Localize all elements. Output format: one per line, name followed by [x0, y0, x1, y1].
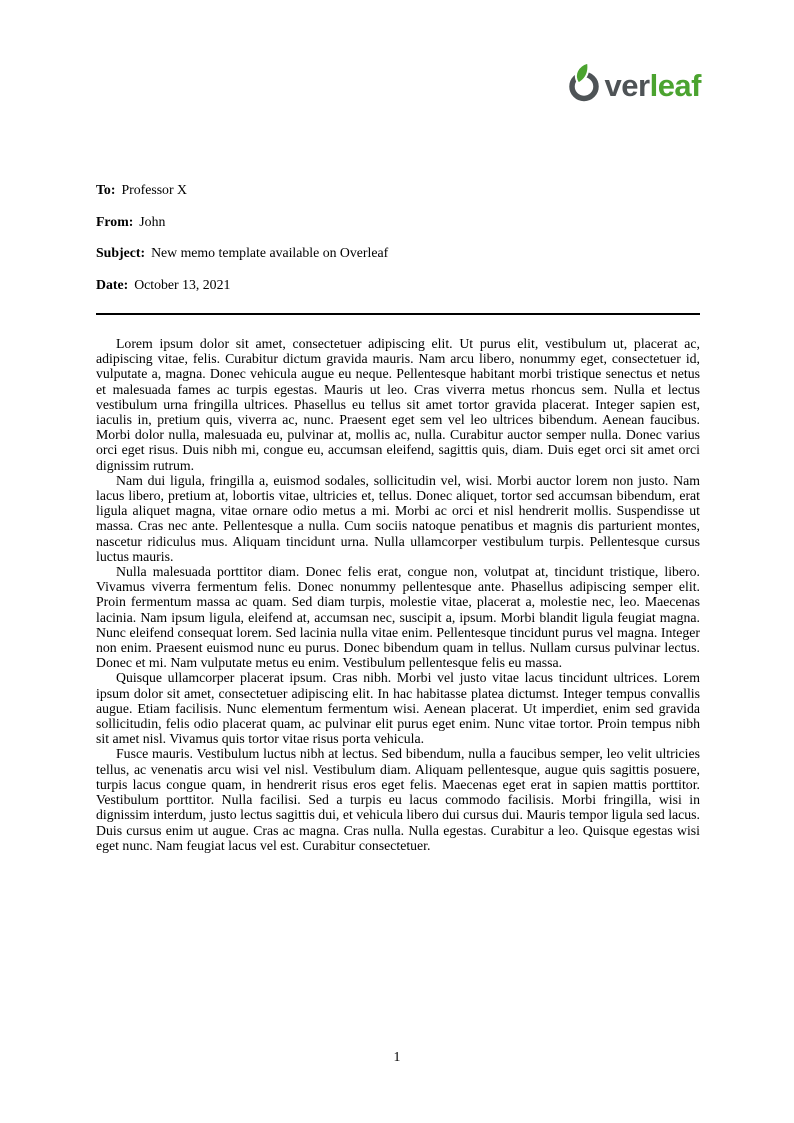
paragraph: Quisque ullamcorper placerat ipsum. Cras nibh. Morbi vel justo vitae lacus tincidunt ultrices. Lorem ipsum dolor sit amet, consectetuer adipiscing elit. In hac habitasse platea dictumst. Integer tempus convallis augue. Etiam facilisis. Nunc elementum fermentum wisi. Aenean placerat. Ut imperdiet, enim sed gravida sollicitudin, felis odio placerat quam, ac pulvinar elit purus eget enim. Nunc vitae tortor. Proin tempus nibh sit amet nisl. Vivamus quis tortor vitae risus porta vehicula. — [96, 670, 700, 747]
header-rule — [96, 313, 700, 315]
paragraph: Fusce mauris. Vestibulum luctus nibh at lectus. Sed bibendum, nulla a faucibus semper, leo velit ultricies tellus, ac venenatis arcu wisi vel nisl. Vestibulum diam. Aliquam pellentesque, augue quis sagittis posuere, turpis lacus congue quam, in hendrerit risus eros eget felis. Maecenas eget erat in sapien mattis porttitor. Vestibulum porttitor. Nulla facilisi. Sed a turpis eu lacus commodo facilisis. Morbi fringilla, wisi in dignissim interdum, justo lectus sagittis dui, et vehicula libero dui cursus dui. Mauris tempor ligula sed lacus. Duis cursus enim ut augue. Cras ac magna. Cras nulla. Nulla egestas. Curabitur a leo. Quisque egestas wisi eget nunc. Nam feugiat lacus vel est. Curabitur consectetuer. — [96, 746, 700, 853]
paragraph: Lorem ipsum dolor sit amet, consectetuer adipiscing elit. Ut purus elit, vestibulum ut, placerat ac, adipiscing vitae, felis. Curabitur dictum gravida mauris. Nam arcu libero, nonummy eget, consectetuer id, vulputate a, magna. Donec vehicula augue eu neque. Pellentesque habitant morbi tristique senectus et netus et malesuada fames ac turpis egestas. Mauris ut leo. Cras viverra metus rhoncus sem. Nulla et lectus vestibulum urna fringilla ultrices. Phasellus eu tellus sit amet tortor gravida placerat. Integer sapien est, iaculis in, pretium quis, viverra ac, nunc. Praesent eget sem vel leo ultrices bibendum. Aenean faucibus. Morbi dolor nulla, malesuada eu, pulvinar at, mollis ac, nulla. Curabitur auctor semper nulla. Donec varius orci eget risus. Duis nibh mi, congue eu, accumsan eleifend, sagittis quis, diam. Duis eget orci sit amet orci dignissim rutrum. — [96, 336, 700, 473]
field-value: John — [139, 213, 166, 229]
page-number: 1 — [393, 1049, 401, 1064]
memo-field-subject — [96, 245, 700, 261]
memo-field-to — [96, 182, 700, 198]
field-value: October 13, 2021 — [134, 276, 231, 292]
leaf-icon — [575, 63, 587, 84]
field-label: Subject: — [96, 245, 146, 260]
paragraph: Nam dui ligula, fringilla a, euismod sodales, sollicitudin vel, wisi. Morbi auctor lorem non justo. Nam lacus libero, pretium at, lobortis vitae, ultricies et, tellus. Donec aliquet, tortor sed accumsan bibendum, erat ligula aliquet magna, vitae ornare odio metus a mi. Morbi ac orci et nisl hendrerit mollis. Suspendisse ut massa. Cras nec ante. Pellentesque a nulla. Cum sociis natoque penatibus et magnis dis parturient montes, nascetur ridiculus mus. Aliquam tincidunt urna. Nulla ullamcorper vestibulum turpis. Pellentesque cursus luctus mauris. — [96, 472, 700, 564]
memo-header — [96, 182, 700, 308]
memo-field-date — [96, 277, 700, 293]
memo-body — [96, 336, 700, 853]
logo-wordmark — [605, 69, 701, 102]
memo-field-from — [96, 214, 700, 230]
field-label: Date: — [96, 276, 129, 292]
field-label: To: — [96, 182, 116, 197]
logo-text-over: ver — [604, 68, 650, 103]
field-value: Professor X — [121, 182, 187, 197]
field-label: From: — [96, 213, 134, 229]
field-value: New memo template available on Overleaf — [151, 245, 389, 260]
logo-text-leaf: leaf — [649, 68, 701, 103]
overleaf-logo — [564, 62, 701, 102]
overleaf-o-icon — [564, 62, 604, 102]
paragraph: Nulla malesuada porttitor diam. Donec felis erat, congue non, volutpat at, tincidunt tristique, libero. Vivamus viverra fermentum felis. Donec nonummy pellentesque ante. Phasellus adipiscing semper elit. Proin fermentum massa ac quam. Sed diam turpis, molestie vitae, placerat a, molestie nec, leo. Maecenas lacinia. Nam ipsum ligula, eleifend at, accumsan nec, suscipit a, ipsum. Morbi blandit ligula feugiat magna. Nunc eleifend consequat lorem. Sed lacinia nulla vitae enim. Pellentesque tincidunt purus vel magna. Integer non enim. Praesent euismod nunc eu purus. Donec bibendum quam in tellus. Nullam cursus pulvinar lectus. Donec et mi. Nam vulputate metus eu enim. Vestibulum pellentesque felis eu massa. — [96, 564, 700, 671]
